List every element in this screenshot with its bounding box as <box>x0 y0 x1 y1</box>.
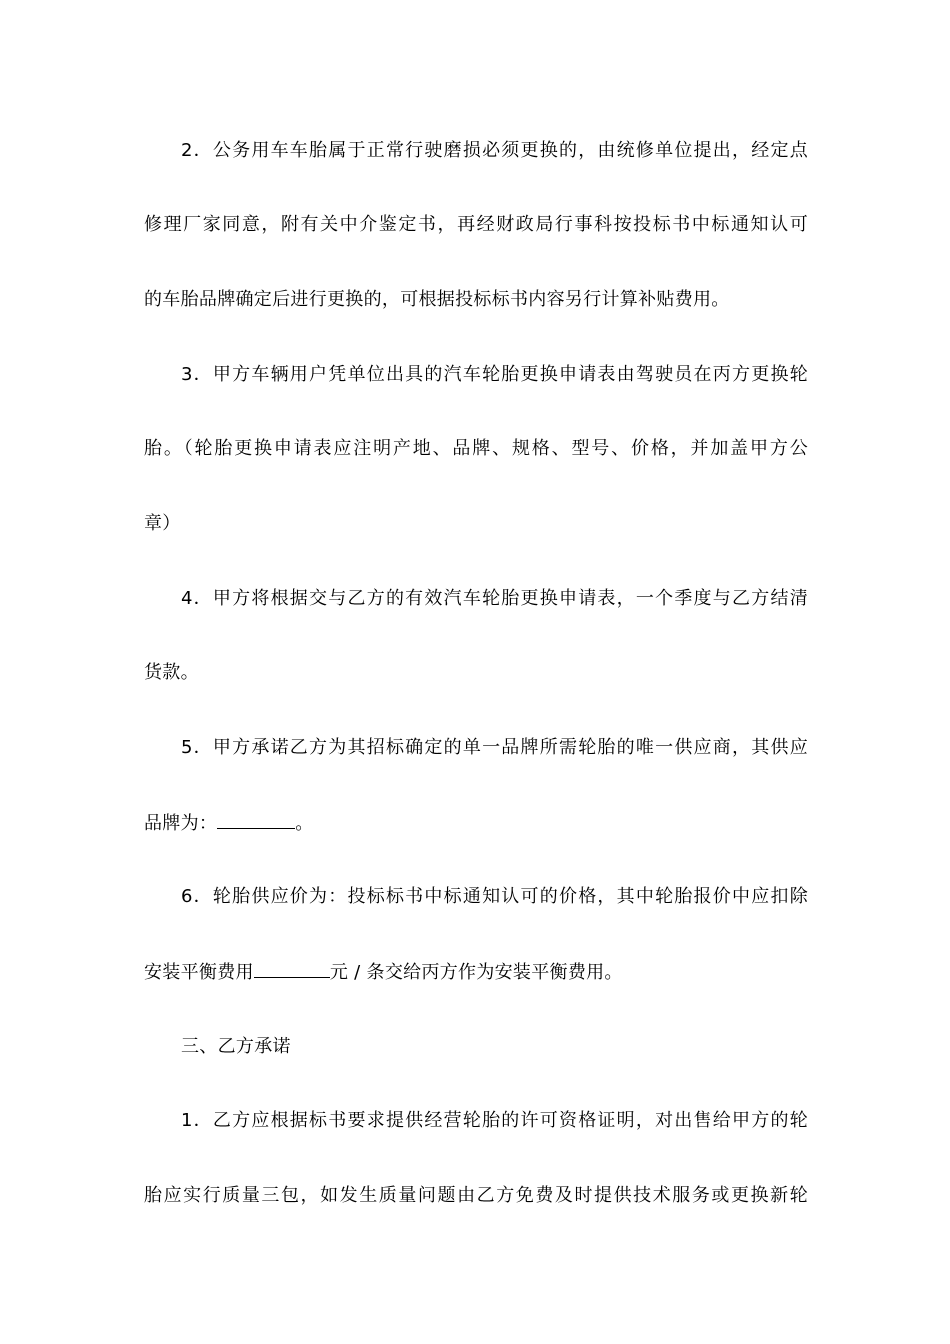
fee-blank-field[interactable] <box>254 959 330 978</box>
paragraph-3-line-3: 章） <box>144 513 181 534</box>
paragraph-2-line-1: 2．公务用车车胎属于正常行驶磨损必须更换的，由统修单位提出，经定点 <box>181 140 808 161</box>
fee-label: 安装平衡费用 <box>144 962 254 983</box>
brand-blank-field[interactable] <box>217 810 295 829</box>
paragraph-4-line-1: 4．甲方将根据交与乙方的有效汽车轮胎更换申请表，一个季度与乙方结清 <box>181 588 808 609</box>
paragraph-6-line-2 <box>144 959 808 986</box>
paragraph-3-line-2: 胎。（轮胎更换申请表应注明产地、品牌、规格、型号、价格，并加盖甲方公 <box>144 438 808 459</box>
paragraph-3-line-1: 3．甲方车辆用户凭单位出具的汽车轮胎更换申请表由驾驶员在丙方更换轮 <box>181 364 808 385</box>
fee-suffix: 元 / 条交给丙方作为安装平衡费用。 <box>329 962 623 983</box>
paragraph-5-line-2 <box>144 810 808 837</box>
paragraph-2-line-3: 的车胎品牌确定后进行更换的，可根据投标标书内容另行计算补贴费用。 <box>144 289 730 310</box>
section-3-paragraph-1-line-1: 1．乙方应根据标书要求提供经营轮胎的许可资格证明，对出售给甲方的轮 <box>181 1110 808 1131</box>
paragraph-6-line-1: 6．轮胎供应价为：投标标书中标通知认可的价格，其中轮胎报价中应扣除 <box>181 886 808 907</box>
section-heading-3: 三、乙方承诺 <box>181 1036 291 1057</box>
paragraph-2-line-2: 修理厂家同意，附有关中介鉴定书，再经财政局行事科按投标书中标通知认可 <box>144 214 808 235</box>
brand-suffix: 。 <box>295 813 314 834</box>
paragraph-4-line-2: 货款。 <box>144 662 199 683</box>
brand-label: 品牌为： <box>144 813 218 834</box>
section-3-paragraph-1-line-2: 胎应实行质量三包，如发生质量问题由乙方免费及时提供技术服务或更换新轮 <box>144 1185 808 1206</box>
paragraph-5-line-1: 5．甲方承诺乙方为其招标确定的单一品牌所需轮胎的唯一供应商，其供应 <box>181 737 808 758</box>
